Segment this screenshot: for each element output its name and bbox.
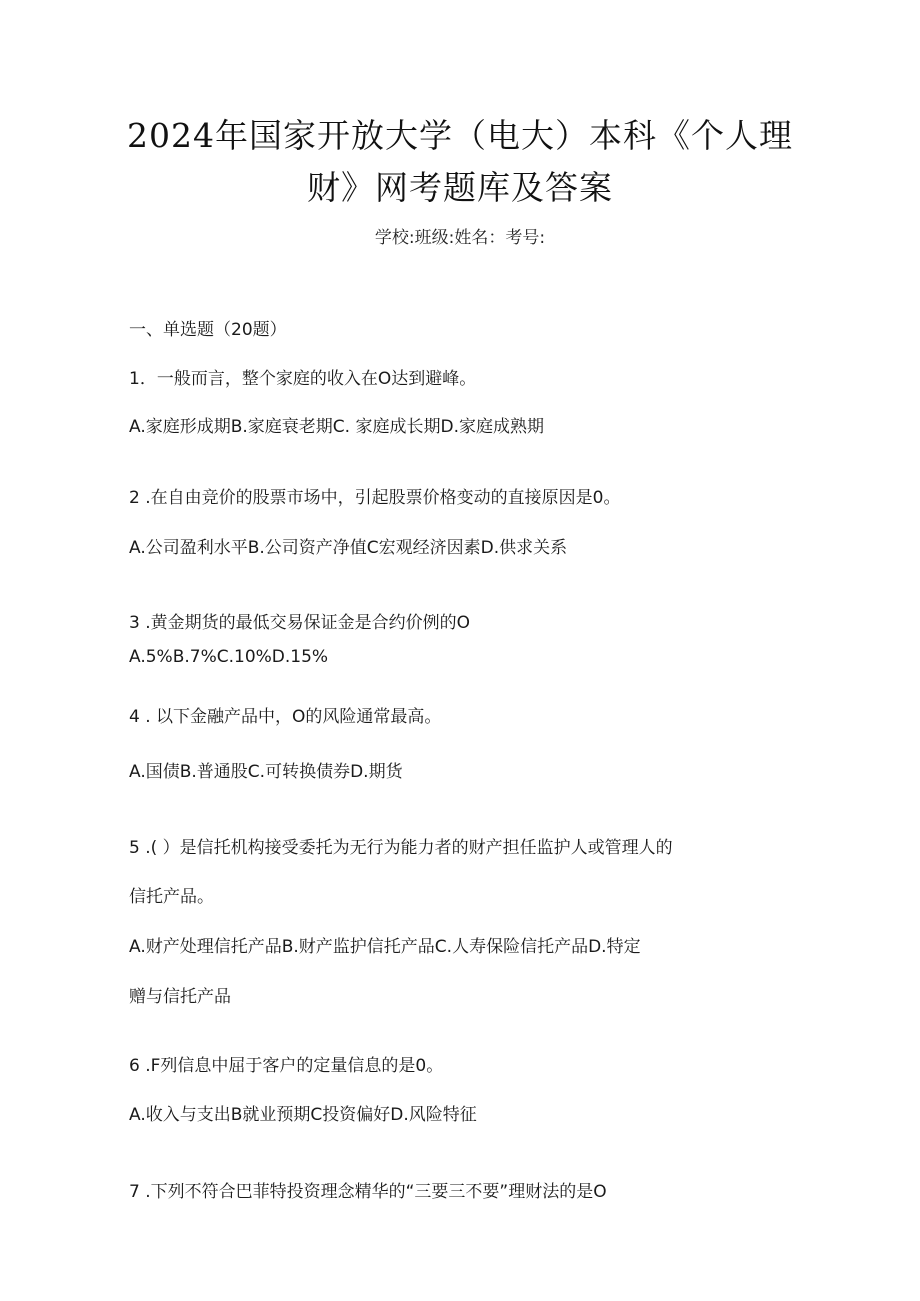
question-1-stem: 1．一般而言，整个家庭的收入在O达到避峰。 — [129, 369, 477, 389]
question-2-stem: 2 .在自由竞价的股票市场中，引起股票价格变动的直接原因是0。 — [129, 488, 621, 508]
question-4-stem: 4 . 以下金融产品中，O的风险通常最高。 — [129, 707, 442, 727]
question-1-options: A.家庭形成期B.家庭衰老期C. 家庭成长期D.家庭成熟期 — [129, 417, 544, 437]
question-5-stem-line-1: 5 .( ）是信托机构接受委托为无行为能力者的财产担任监护人或管理人的 — [129, 838, 673, 858]
question-5-options-line-2: 赠与信托产品 — [129, 987, 231, 1007]
question-6-stem: 6 .F列信息中屈于客户的定量信息的是0。 — [129, 1056, 444, 1076]
question-7-stem: 7 .下列不符合巴菲特投资理念精华的“三要三不要”理财法的是O — [129, 1182, 607, 1202]
question-3-stem: 3 .黄金期货的最低交易保证金是合约价例的O — [129, 613, 471, 633]
student-info-line: 学校:班级:姓名：考号: — [374, 228, 546, 248]
question-2-options: A.公司盈利水平B.公司资产净值C宏观经济因素D.供求关系 — [129, 538, 568, 558]
title-line-1: 2024年国家开放大学（电大）本科《个人理 — [127, 116, 793, 155]
question-6-options: A.收入与支出B就业预期C投资偏好D.风险特征 — [129, 1105, 477, 1125]
title-line-2: 财》网考题库及答案 — [307, 168, 613, 207]
question-3-options: A.5%B.7%C.10%D.15% — [129, 647, 329, 667]
section-heading: 一、单选题（20题） — [129, 320, 287, 340]
question-5-options-line-1: A.财产处理信托产品B.财产监护信托产品C.人寿保险信托产品D.特定 — [129, 937, 641, 957]
question-4-options: A.国债B.普通股C.可转换债券D.期货 — [129, 762, 403, 782]
question-5-stem-line-2: 信托产品。 — [129, 887, 214, 907]
